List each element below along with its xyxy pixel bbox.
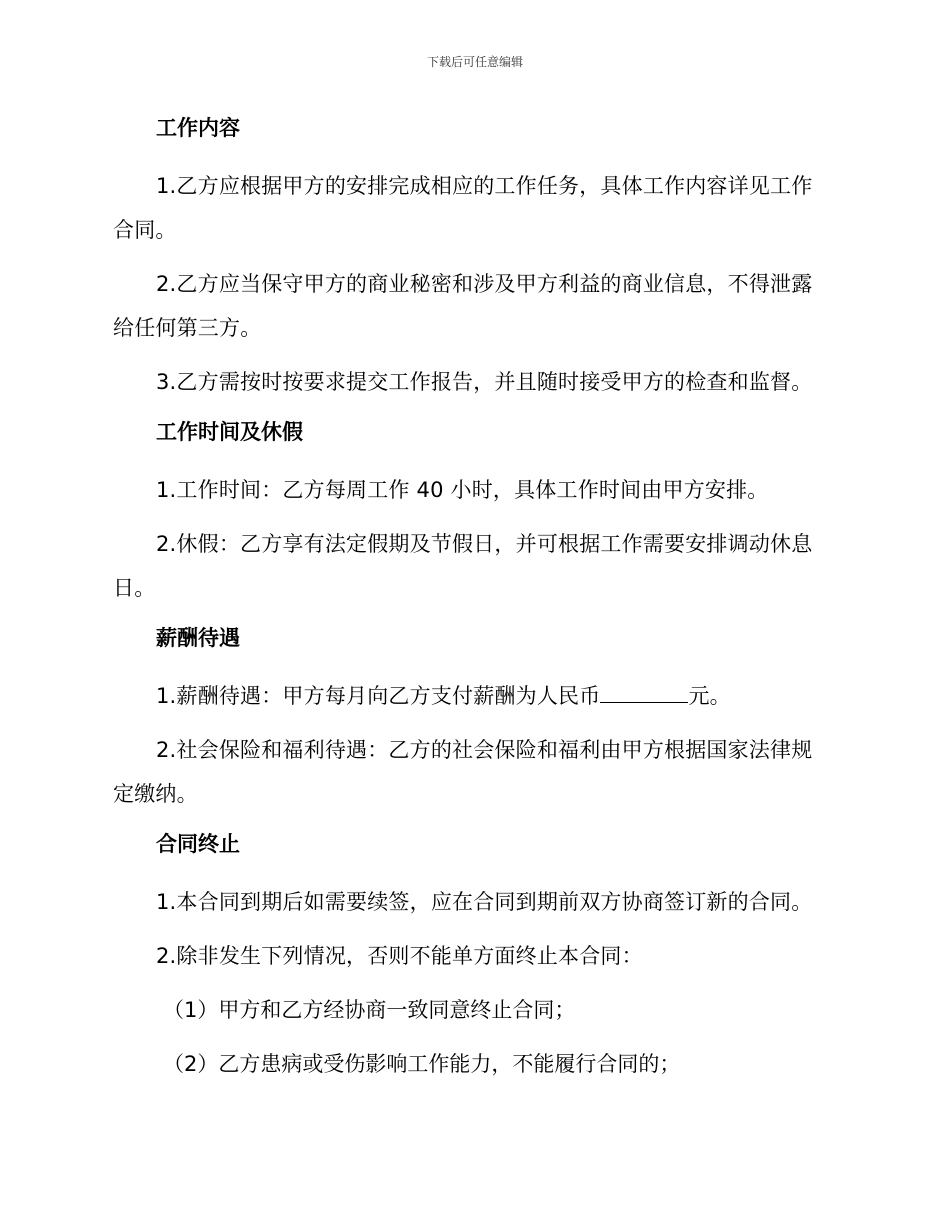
section-title-termination: 合同终止 (156, 832, 240, 856)
document-body (113, 110, 829, 1096)
work-content-clause-2: 2.乙方应当保守甲方的商业秘密和涉及甲方利益的商业信息，不得泄露给任何第三方。 (113, 272, 813, 340)
salary-clause-1-unit: 元。 (688, 684, 731, 708)
termination-condition-2: （2）乙方患病或受伤影响工作能力，不能履行合同的； (163, 1052, 681, 1076)
section-title-salary: 薪酬待遇 (156, 626, 240, 650)
page-header-note: 下载后可任意编辑 (426, 55, 523, 69)
section-title-work-content: 工作内容 (156, 116, 240, 140)
salary-clause-1 (113, 674, 829, 718)
salary-clause-2: 2.社会保险和福利待遇：乙方的社会保险和福利由甲方根据国家法律规定缴纳。 (113, 738, 813, 806)
work-content-clause-3: 3.乙方需按时按要求提交工作报告，并且随时接受甲方的检查和监督。 (156, 370, 813, 394)
section-title-work-time: 工作时间及休假 (156, 420, 303, 444)
termination-clause-2: 2.除非发生下列情况，否则不能单方面终止本合同： (156, 944, 643, 968)
termination-condition-1: （1）甲方和乙方经协商一致同意终止合同； (163, 998, 576, 1022)
salary-amount-blank (600, 684, 688, 703)
salary-clause-1-text: 1.薪酬待遇：甲方每月向乙方支付薪酬为人民币 (156, 684, 601, 708)
work-time-clause-2: 2.休假：乙方享有法定假期及节假日，并可根据工作需要安排调动休息日。 (113, 532, 813, 600)
work-content-clause-1: 1.乙方应根据甲方的安排完成相应的工作任务，具体工作内容详见工作合同。 (113, 174, 813, 242)
termination-clause-1: 1.本合同到期后如需要续签，应在合同到期前双方协商签订新的合同。 (156, 890, 813, 914)
work-time-clause-1: 1.工作时间：乙方每周工作 40 小时，具体工作时间由甲方安排。 (156, 478, 769, 502)
